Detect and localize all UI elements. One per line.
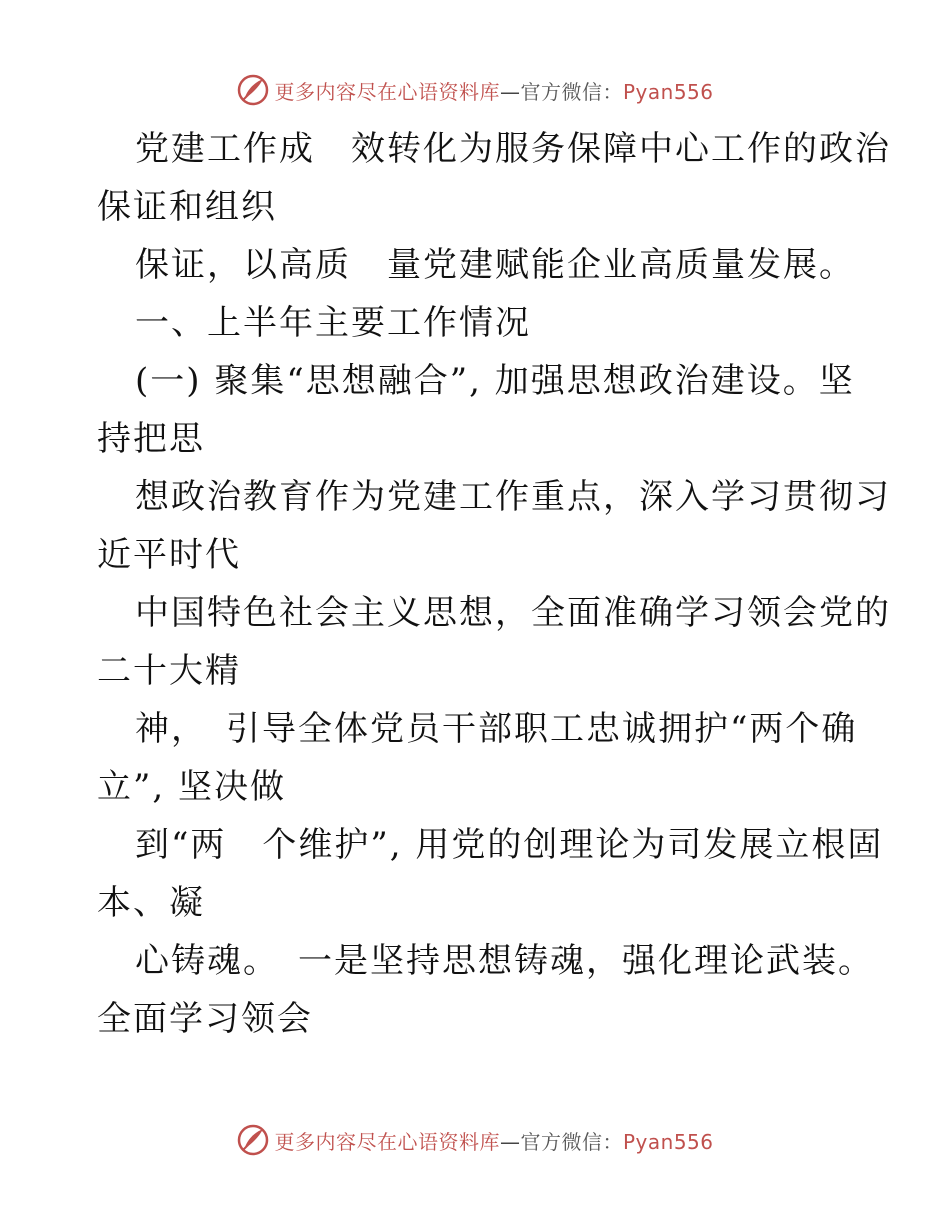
text-line: 心铸魂。 一是坚持思想铸魂，强化理论武装。 [135,941,874,981]
text-line: 全面学习领会 [97,999,313,1039]
header-dash: — [499,79,521,104]
header-contact-label: 官方微信： [520,79,623,104]
text-line: 保证，以高质 量党建赋能企业高质量发展。 [135,245,855,285]
header-contact-value: Pyan556 [622,79,714,104]
header-text: 更多内容尽在心语资料库 [274,79,500,104]
quill-logo-icon [236,73,270,107]
text-line: 立”, 坚决做 [97,767,286,807]
text-line: (一) 聚集“思想融合”, 加强思想政治建设。坚 [135,361,855,401]
text-line: 一、上半年主要工作情况 [135,303,531,343]
footer-contact-value: Pyan556 [622,1129,714,1154]
footer-banner [0,1120,950,1160]
text-line: 想政治教育作为党建工作重点，深入学习贯彻习 [135,477,891,517]
text-line: 保证和组织 [97,187,277,227]
footer-dash: — [499,1129,521,1154]
text-line: 中国特色社会主义思想，全面准确学习领会党的 [135,593,891,633]
text-line: 二十大精 [97,651,241,691]
text-line: 持把思 [97,419,205,459]
text-line: 本、凝 [97,883,205,923]
text-line: 近平时代 [97,535,241,575]
footer-text: 更多内容尽在心语资料库 [274,1129,500,1154]
text-line: 到“两 个维护”, 用党的创理论为司发展立根固 [135,825,884,865]
footer-contact-label: 官方微信： [520,1129,623,1154]
document-body [97,120,891,1048]
header-banner [0,70,950,110]
quill-logo-icon [236,1123,270,1157]
text-line: 党建工作成 效转化为服务保障中心工作的政治 [135,129,891,169]
text-line: 神， 引导全体党员干部职工忠诚拥护“两个确 [135,709,858,749]
